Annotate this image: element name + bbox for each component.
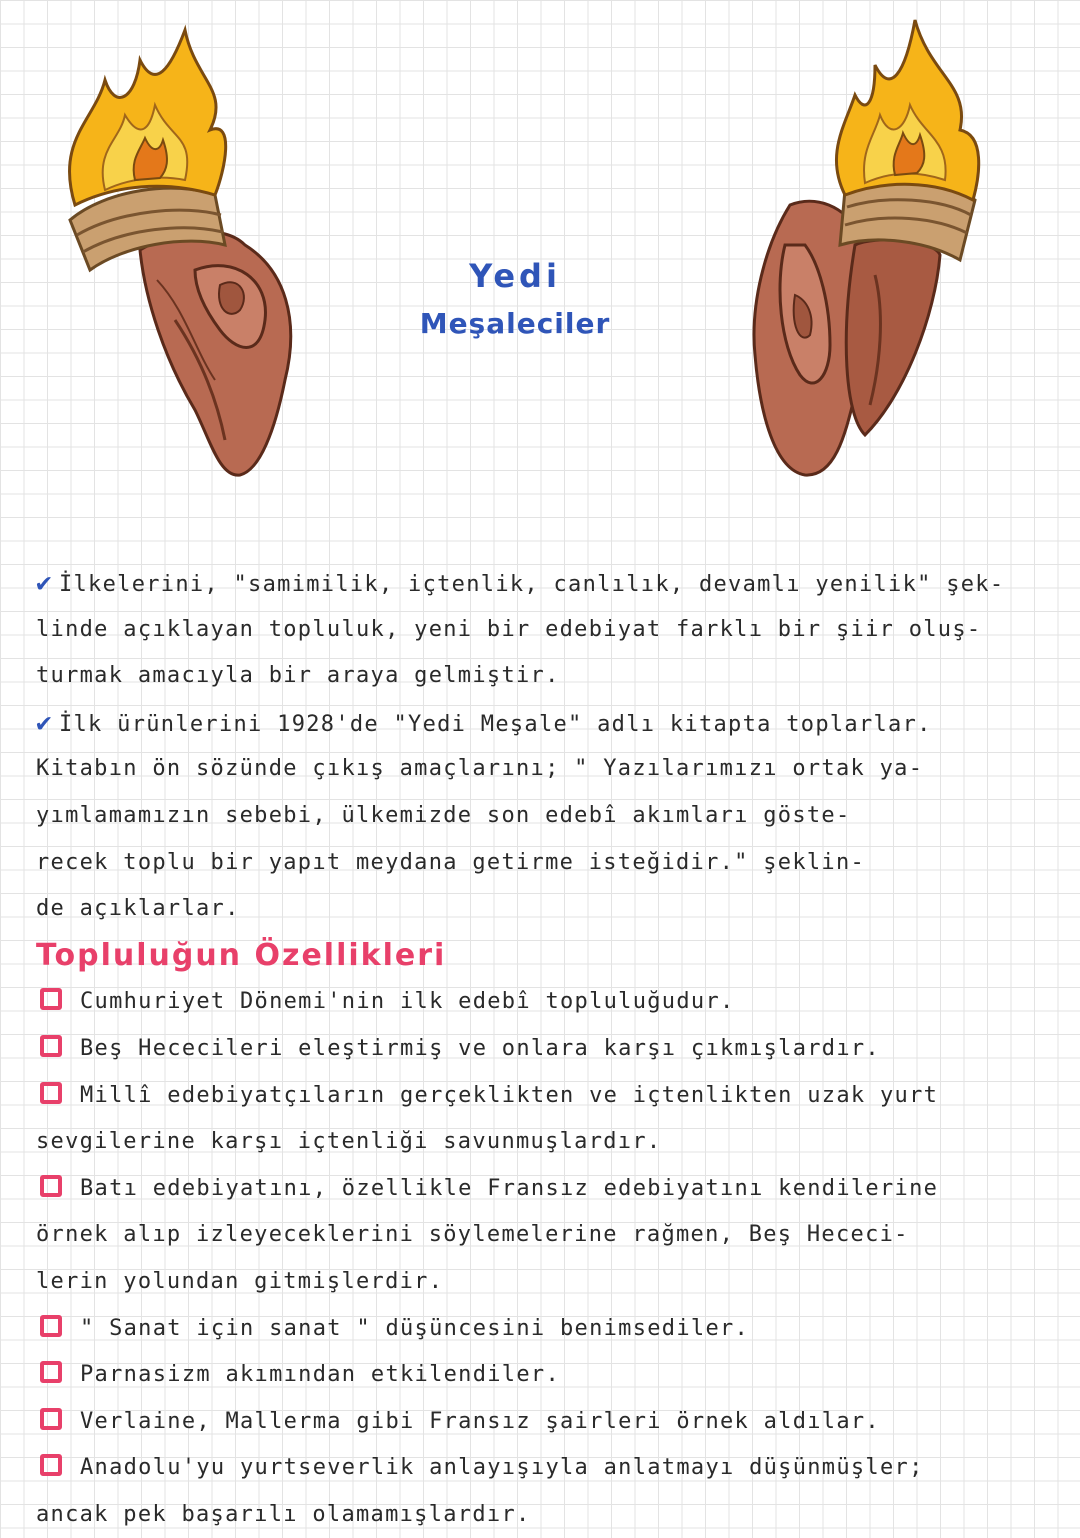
intro-p2-line: İlk ürünlerini 1928'de "Yedi Meşale" adlı kitapta toplarlar. bbox=[58, 711, 932, 737]
feature-text: Cumhuriyet Dönemi'nin ilk edebî topluluğudur. bbox=[80, 989, 735, 1015]
title-line-1: Yedi bbox=[469, 257, 561, 295]
intro-p2-line: Kitabın ön sözünde çıkış amaçlarını; " Yazılarımızı ortak ya- bbox=[36, 756, 924, 782]
torch-ear-icon bbox=[45, 20, 320, 480]
feature-item bbox=[36, 1026, 1046, 1073]
checkmark-icon: ✔ bbox=[36, 568, 53, 598]
intro-p2-line: de açıklarlar. bbox=[36, 896, 240, 922]
note-line bbox=[36, 560, 1046, 607]
square-bullet-icon bbox=[40, 1082, 62, 1104]
title-line-2: Meşaleciler bbox=[419, 307, 611, 340]
intro-p1-line: turmak amacıyla bir araya gelmiştir. bbox=[36, 663, 560, 689]
feature-text: " Sanat için sanat " düşüncesini benimsediler. bbox=[80, 1315, 750, 1341]
feature-text: Millî edebiyatçıların gerçeklikten ve içtenlikten uzak yurt bbox=[80, 1082, 939, 1108]
feature-text: Verlaine, Mallerma gibi Fransız şairleri örnek aldılar. bbox=[80, 1408, 880, 1434]
note-line bbox=[36, 700, 1046, 747]
feature-text: Batı edebiyatını, özellikle Fransız edebiyatını kendilerine bbox=[80, 1175, 939, 1201]
square-bullet-icon bbox=[40, 1454, 62, 1476]
feature-text: Parnasizm akımından etkilendiler. bbox=[80, 1362, 560, 1388]
square-bullet-icon bbox=[40, 1035, 62, 1057]
square-bullet-icon bbox=[40, 1175, 62, 1197]
square-bullet-icon bbox=[40, 1361, 62, 1383]
square-bullet-icon bbox=[40, 1315, 62, 1337]
intro-p1-line: İlkelerini, "samimilik, içtenlik, canlılık, devamlı yenilik" şek- bbox=[58, 572, 1005, 597]
square-bullet-icon bbox=[40, 1408, 62, 1430]
feature-text: Anadolu'yu yurtseverlik anlayışıyla anlatmayı düşünmüşler; bbox=[80, 1455, 924, 1481]
feature-text: Beş Hececileri eleştirmiş ve onlara karşı çıkmışlardır. bbox=[80, 1035, 880, 1061]
feature-item bbox=[36, 1166, 1046, 1213]
page-title bbox=[380, 252, 650, 348]
feature-item bbox=[36, 1352, 1046, 1399]
feature-item bbox=[36, 1445, 1046, 1492]
torch-ear-icon bbox=[745, 15, 995, 480]
feature-text: lerin yolundan gitmişlerdir. bbox=[36, 1268, 444, 1294]
feature-text: sevgilerine karşı içtenliği savunmuşlardır. bbox=[36, 1129, 662, 1155]
feature-text: ancak pek başarılı olamamışlardır. bbox=[36, 1501, 531, 1527]
feature-item bbox=[36, 1073, 1046, 1120]
feature-item bbox=[36, 979, 1046, 1026]
notes-body bbox=[36, 560, 1046, 1538]
section-heading: Topluluğun Özellikleri bbox=[36, 937, 447, 973]
square-bullet-icon bbox=[40, 988, 62, 1010]
intro-p2-line: recek toplu bir yapıt meydana getirme isteğidir." şeklin- bbox=[36, 849, 866, 875]
intro-p2-line: yımlamamızın sebebi, ülkemizde son edebî akımları göste- bbox=[36, 802, 851, 828]
feature-item bbox=[36, 1306, 1046, 1353]
feature-item bbox=[36, 1399, 1046, 1446]
checkmark-icon: ✔ bbox=[36, 707, 53, 738]
feature-text: örnek alıp izleyeceklerini söylemelerine rağmen, Beş Hececi- bbox=[36, 1222, 909, 1248]
intro-p1-line: linde açıklayan topluluk, yeni bir edebiyat farklı bir şiir oluş- bbox=[36, 616, 982, 642]
